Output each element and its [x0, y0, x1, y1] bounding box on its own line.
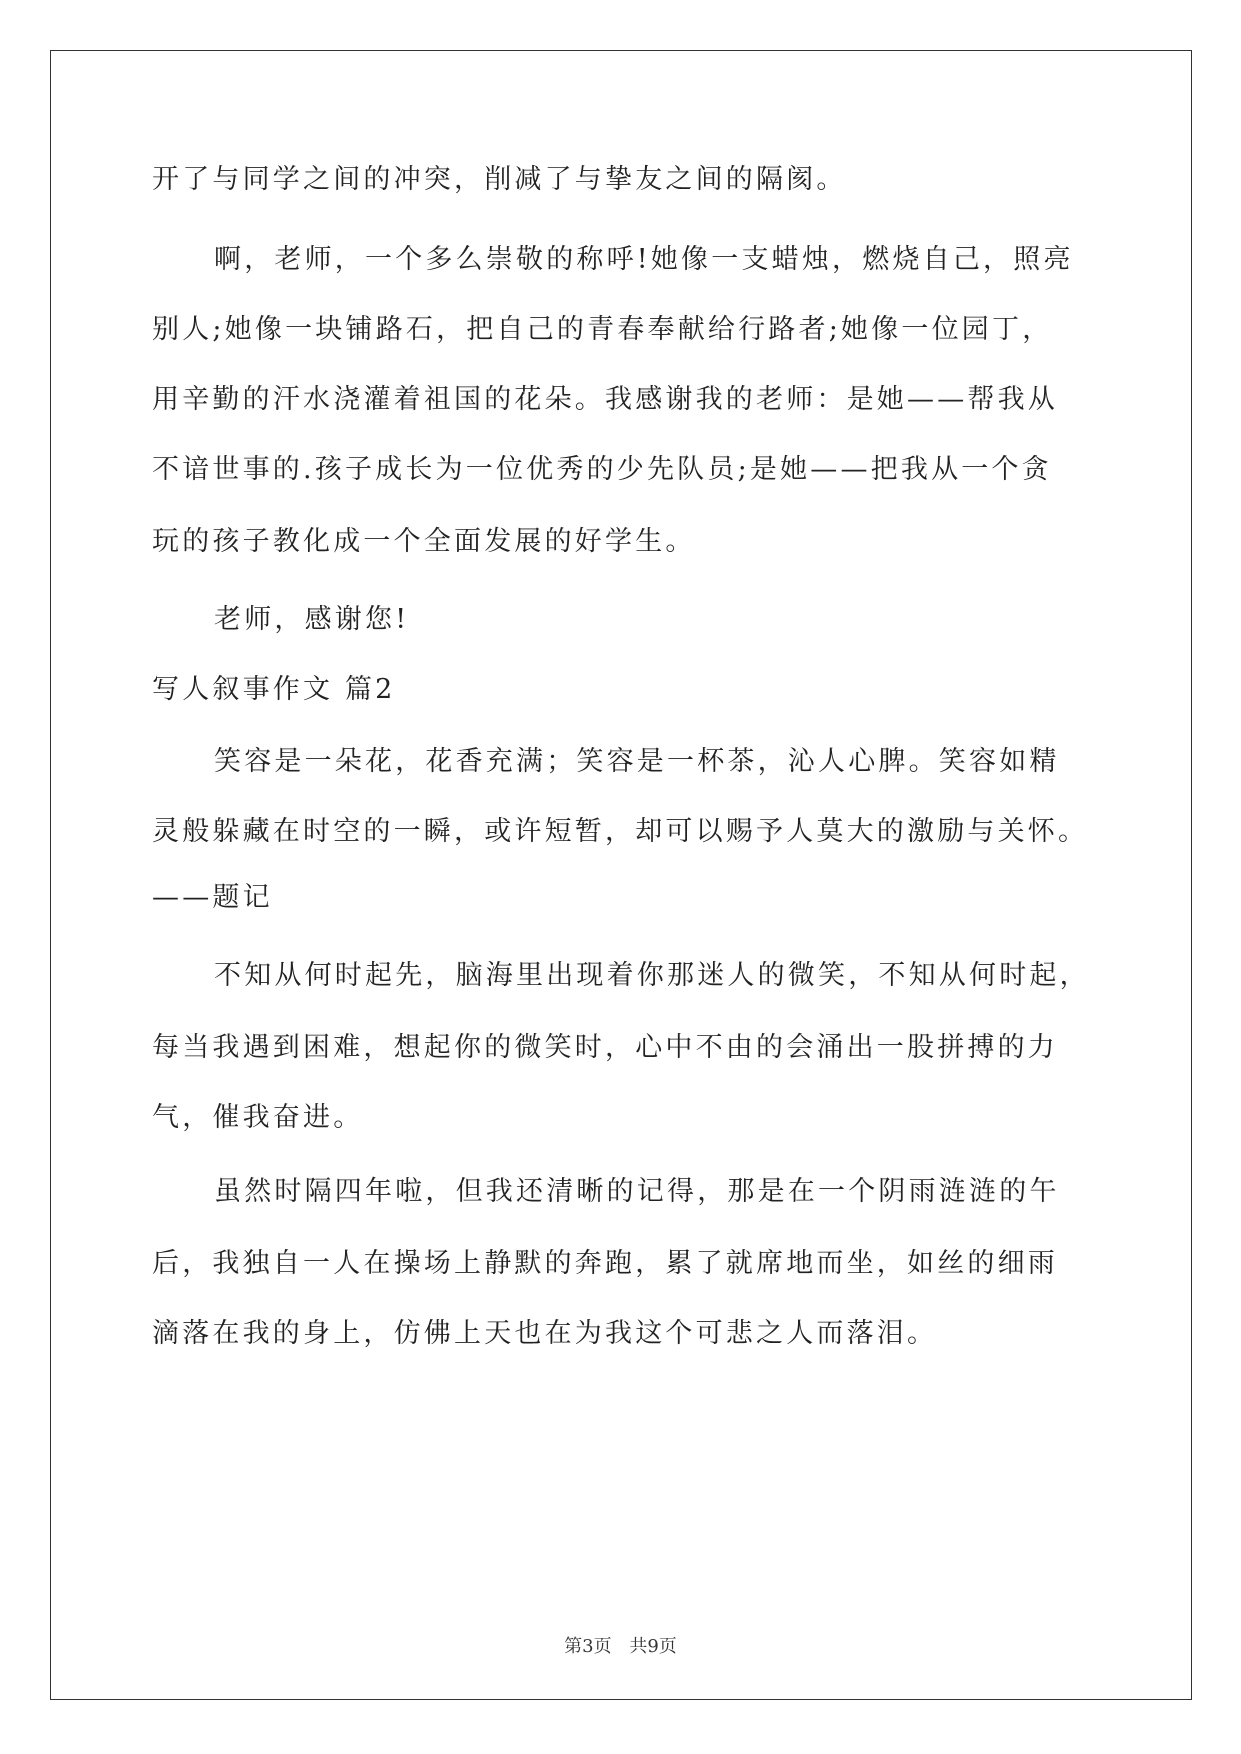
text-line: 每当我遇到困难，想起你的微笑时，心中不由的会涌出一股拼搏的力 — [152, 1032, 1058, 1063]
text-line: 不谙世事的.孩子成长为一位优秀的少先队员;是她——把我从一个贪 — [152, 454, 1052, 485]
text-line: 开了与同学之间的冲突，削减了与挚友之间的隔阂。 — [152, 164, 847, 195]
text-line: 用辛勤的汗水浇灌着祖国的花朵。我感谢我的老师：是她——帮我从 — [152, 384, 1058, 415]
text-line: ——题记 — [152, 882, 273, 913]
text-line: 别人;她像一块铺路石，把自己的青春奉献给行路者;她像一位园丁， — [152, 314, 1053, 345]
text-line: 后，我独自一人在操场上静默的奔跑，累了就席地而坐，如丝的细雨 — [152, 1248, 1058, 1279]
text-line: 玩的孩子教化成一个全面发展的好学生。 — [152, 526, 696, 557]
paragraph-start-line: 啊，老师，一个多么崇敬的称呼!她像一支蜡烛，燃烧自己，照亮 — [214, 244, 1074, 275]
page-footer — [0, 1632, 1241, 1658]
text-line: 灵般躲藏在时空的一瞬，或许短暂，却可以赐予人莫大的激励与关怀。 — [152, 816, 1089, 847]
paragraph-start-line: 不知从何时起先，脑海里出现着你那迷人的微笑，不知从何时起， — [214, 960, 1090, 991]
section-heading: 写人叙事作文 篇2 — [152, 674, 396, 705]
page-number: 第3页 — [564, 1636, 612, 1657]
text-line: 滴落在我的身上，仿佛上天也在为我这个可悲之人而落泪。 — [152, 1318, 938, 1349]
paragraph-start-line: 笑容是一朵花，花香充满；笑容是一杯茶，沁人心脾。笑容如精 — [214, 746, 1060, 777]
paragraph-start-line: 老师，感谢您! — [214, 604, 410, 635]
page-total: 共9页 — [629, 1636, 677, 1657]
paragraph-start-line: 虽然时隔四年啦，但我还清晰的记得，那是在一个阴雨涟涟的午 — [214, 1176, 1060, 1207]
text-line: 气，催我奋进。 — [152, 1102, 364, 1133]
page-border — [50, 50, 1192, 1700]
